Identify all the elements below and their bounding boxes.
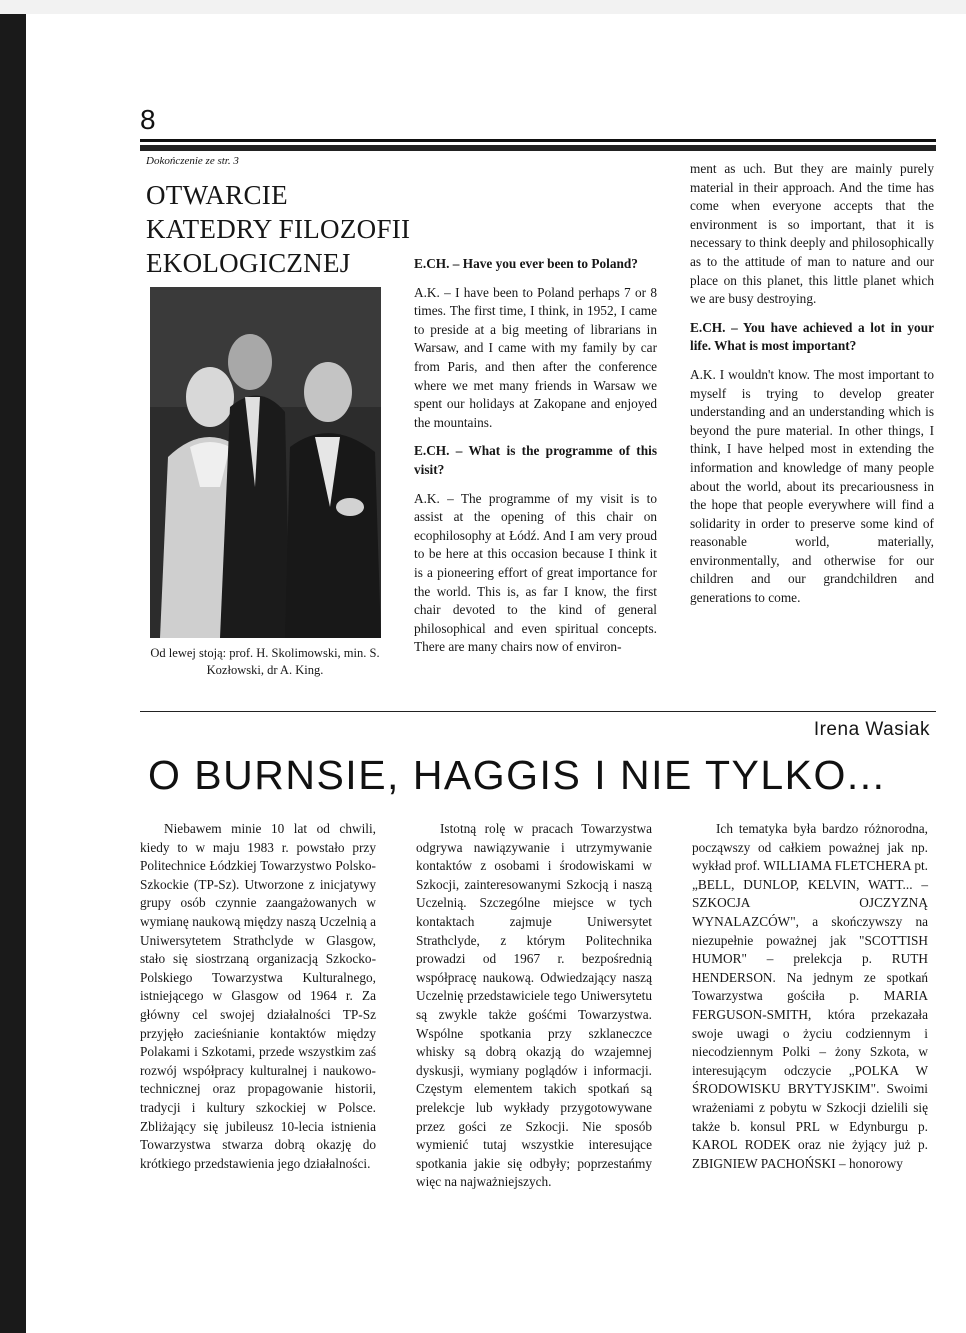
scan-top-edge bbox=[0, 0, 966, 14]
header-rule-thick bbox=[140, 145, 936, 151]
question-2: E.CH. – What is the programme of this visit? bbox=[414, 443, 657, 477]
interview-column-1 bbox=[414, 255, 657, 667]
header-rule bbox=[140, 139, 936, 142]
page-number: 8 bbox=[140, 104, 156, 135]
article1-title: OTWARCIE KATEDRY FILOZOFII EKOLOGICZNEJ bbox=[146, 180, 411, 278]
article2-author: Irena Wasiak bbox=[813, 719, 930, 740]
article2-column-3 bbox=[692, 820, 928, 1173]
article2-paragraph-3: Ich tematyka była bardzo różnorodna, począwszy od całkiem poważnej jak np. wykład prof. WILLIAMA FLETCHERA pt. „BELL, DUNLOP, KELVIN, WATT... – SZKOCJA OJCZYZNĄ WYNALAZCÓW", a skończywszy na niezupełnie poważnej jak "SCOTTISH HUMOR" – prelekcja p. RUTH HENDERSON. Na jednym ze spotkań Towarzystwa gościła p. MARIA FERGUSON-SMITH, która przekazała swoje uwagi o życiu codziennym i niecodziennym Polki – żony Szkota, w interesującym odczycie „POLKA W ŚRODOWISKU BRYTYJSKIM". Swoimi wrażeniami z pobytu w Szkocji dzielili się także b. konsul PRL w Edynburgu p. KAROL RODEK oraz nie żyjący już p. ZBIGNIEW PACHOŃSKI – honorowy bbox=[692, 821, 928, 1171]
question-1: E.CH. – Have you ever been to Poland? bbox=[414, 256, 638, 271]
article2-paragraph-2: Istotną rolę w pracach Towarzystwa odgrywa nawiązywanie i utrzymywanie kontaktów z osobami i środowiskami w Szkocji, zainteresowanymi Szkocją i naszą Uczelnią. Szczególne miejsce w tych kontaktach zajmuje Uniwersytet Strathclyde, z którym Politechnika prowadzi od 1967 r. bezpośrednią współpracę naukową. Odwiedzający naszą Uczelnię przedstawiciele tego Uniwersytetu są zwykle także gośćmi Towarzystwa. Wspólne spotkania przy szklaneczce whisky są dobrą okazją do wzajemnej dyskusji, wymiany poglądów i informacji. Częstym elementem takich spotkań są prelekcje lub wykłady przygotowywane przez gości ze Szkocji. Nie sposób wymienić tutaj wszystkie interesujące spotkania jakie się odbyły; poprzestańmy więc na najważniejszych. bbox=[416, 821, 652, 1190]
photo-image bbox=[150, 287, 381, 638]
question-3: E.CH. – You have achieved a lot in your life. What is most important? bbox=[690, 319, 934, 354]
answer-2-continued: ment as uch. But they are mainly purely material in their approach. And the time has come when everyone accepts that the environment is so important, that it is necessary to think deeply and philosophically as to the attitude of man to nature and our place on this planet, this little planet which we are busy destroying. bbox=[690, 161, 934, 307]
article2-paragraph-1: Niebawem minie 10 lat od chwili, kiedy to w maju 1983 r. powstało przy Politechnice Łódzkiej Towarzystwo Polsko-Szkockie (TP-Sz). Utworzone z inicjatywy grupy osób czynnie zaangażowanych w wymianę naukową między naszą Uczelnią a Uniwersytetem Strathclyde w Glasgow, stało się siostrzaną organizacją Szkocko-Polskiego Towarzystwa Kulturalnego, istniejącego w Glasgow od 1964 r. Za główny cel swojej działalności TP-Sz przyjęło zacieśnianie kontaktów między Polakami i Szkotami, przede wszystkim zaś rozwój współpracy kulturalnej i naukowo-technicznej oraz propagowanie historii, tradycji i kultury szkockiej w Polsce. Zbliżający się jubileusz 10-lecia istnienia Towarzystwa stwarza dobrą okazję do krótkiego przedstawienia jego działalności. bbox=[140, 821, 376, 1171]
continued-note: Dokończenie ze str. 3 bbox=[146, 155, 239, 167]
article1-photo bbox=[150, 287, 381, 638]
interview-column-2 bbox=[690, 160, 934, 618]
article2-title: O BURNSIE, HAGGIS I NIE TYLKO... bbox=[148, 752, 886, 798]
answer-3: A.K. I wouldn't know. The most important to myself is trying to develop greater understanding and an understanding which is beyond the pure material. In other things, I think, I have helped most in extending the information and knowledge of many people about the world, about its precariousness in the hope that people everywhere will find a solidarity in order to preserve some kind of reasonable world, materially, environmentally, and otherwise for our children and our grandchildren and generations to come. bbox=[690, 366, 934, 606]
article2-column-2 bbox=[416, 820, 652, 1192]
answer-1: A.K. – I have been to Poland perhaps 7 or 8 times. The first time, I think, in 1952, I came to preside at a big meeting of librarians in Warsaw, and I came with my family by car from Paris, and then after the conference where we met many friends in Warsaw we spent our holidays at Zakopane and enjoyed the mountains. bbox=[414, 284, 657, 430]
scan-edge bbox=[0, 0, 26, 1333]
photo-caption: Od lewej stoją: prof. H. Skolimowski, min. S. Kozłowski, dr A. King. bbox=[150, 646, 380, 677]
section-divider bbox=[140, 711, 936, 712]
article2-column-1 bbox=[140, 820, 376, 1173]
answer-2: A.K. – The programme of my visit is to assist at the opening of this chair on ecophilosophy at Łódź. And I am very proud to be here at this occasion because I think it is a pioneering effort of great importance for the world. This is, as far I know, the first chair devoted to the kind of general philosophical and even spiritual concepts. There are many chairs now of environ- bbox=[414, 490, 657, 655]
